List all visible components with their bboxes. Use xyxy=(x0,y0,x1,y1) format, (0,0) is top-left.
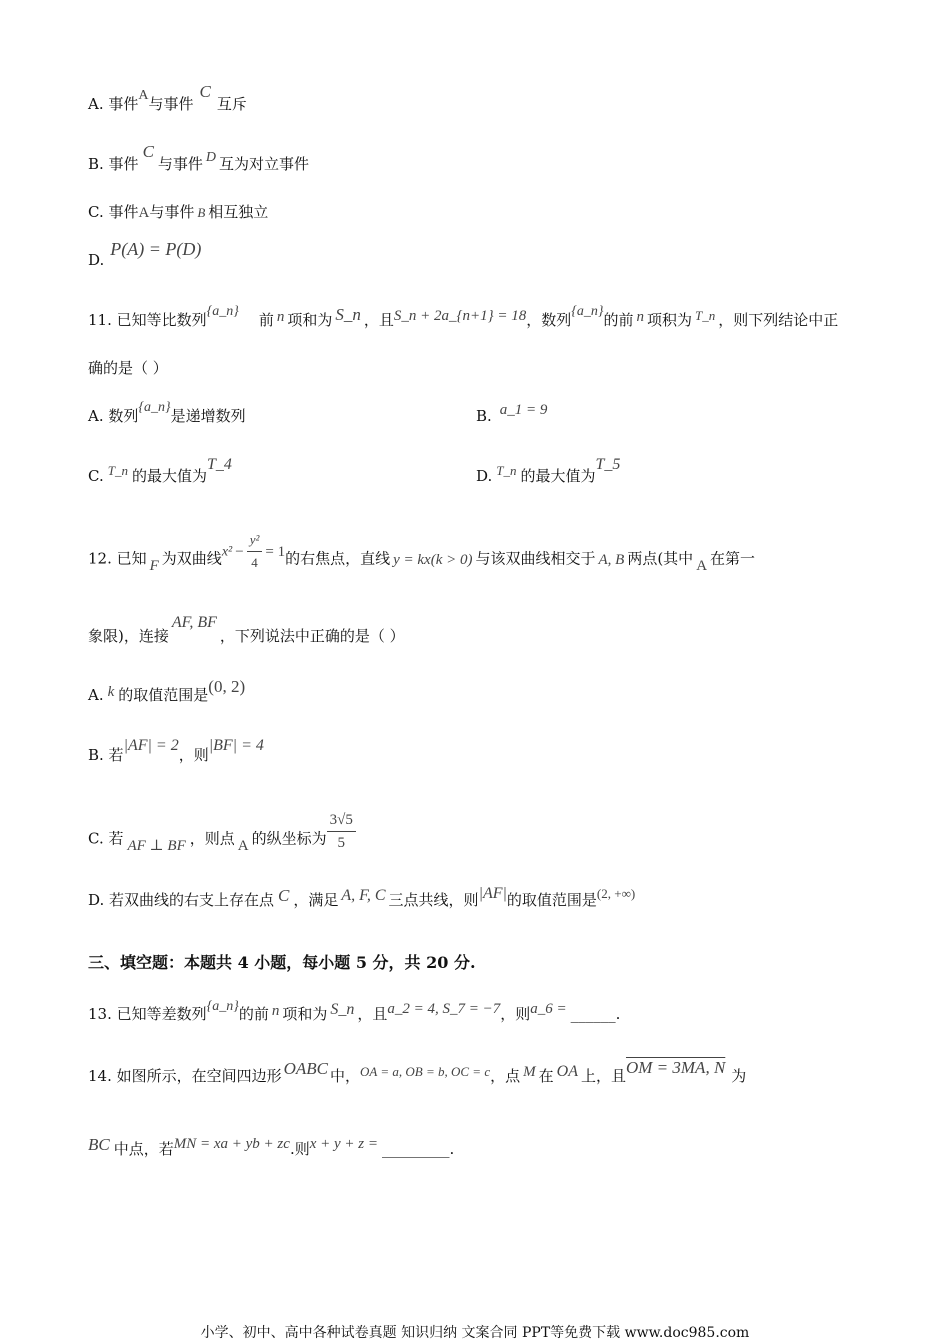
math-collinear-points: A, F, C xyxy=(341,887,386,904)
math-a1: a_1 = 9 xyxy=(499,402,548,418)
math-sequence: {a_n} xyxy=(206,999,239,1014)
question-text: 12. 已知 xyxy=(88,549,147,568)
text: ，且 xyxy=(363,311,394,329)
option-label: A. xyxy=(88,686,104,704)
q11-option-a xyxy=(88,400,246,429)
q12-option-c xyxy=(88,812,356,862)
option-label: C. xyxy=(88,467,104,485)
math-tn: T_n xyxy=(695,308,716,323)
math-af-length: |AF| xyxy=(478,885,507,902)
text: 的前 xyxy=(603,311,634,329)
math-points-ab: A, B xyxy=(598,551,625,568)
q12-option-b xyxy=(88,737,264,767)
math-bc: BC xyxy=(88,1135,110,1154)
text: 相互独立 xyxy=(208,203,269,221)
q10-option-a xyxy=(88,82,247,117)
q11-stem-line-2 xyxy=(88,357,168,379)
option-label: C. 若 xyxy=(88,829,124,848)
math-event-a: A xyxy=(138,88,149,103)
math-perpendicular: AF ⊥ BF xyxy=(127,837,186,854)
math-event-c: C xyxy=(199,82,211,101)
text: ，则下列结论中正 xyxy=(718,311,839,329)
q10-option-c xyxy=(88,201,268,224)
option-label: D. 若双曲线的右支上存在点 xyxy=(88,891,275,909)
option-label: B. xyxy=(476,407,492,425)
math-line: y = kx(k > 0) xyxy=(393,551,473,568)
math-given-values: a_2 = 4, S_7 = −7 xyxy=(387,1001,501,1017)
math-k: k xyxy=(107,684,115,700)
math-point-a: A xyxy=(237,837,249,854)
text: 两点(其中 xyxy=(627,549,694,568)
q12-option-a xyxy=(88,677,246,707)
q12-option-d xyxy=(88,885,636,912)
question-text: 确的是（ ） xyxy=(88,359,168,377)
option-label: B. 若 xyxy=(88,746,124,764)
q10-option-b xyxy=(88,142,310,177)
math-sequence: {a_n} xyxy=(206,304,239,319)
text: ，则点 xyxy=(189,829,235,848)
math-point-c: C xyxy=(278,886,290,905)
text: 上，且 xyxy=(580,1067,626,1085)
text: 与事件 xyxy=(148,95,194,113)
option-label: C. 事件 xyxy=(88,203,139,221)
question-text: 13. 已知等差数列 xyxy=(88,1005,207,1023)
math-vectors: OA = a, OB = b, OC = c xyxy=(360,1064,491,1079)
text: 在 xyxy=(538,1067,554,1085)
math-point-a: A xyxy=(696,557,708,574)
q14-stem-line-2 xyxy=(88,1135,455,1161)
text: 与事件 xyxy=(149,203,195,221)
math-numerator: y² xyxy=(247,529,263,552)
math-bf-length: |BF| = 4 xyxy=(208,737,264,754)
option-label: A. 数列 xyxy=(88,407,139,425)
text: 三点共线，则 xyxy=(388,891,479,909)
q11-option-b xyxy=(476,402,548,428)
math-event-d: D xyxy=(205,150,217,165)
math-quadrilateral: OABC xyxy=(283,1059,329,1078)
q11-option-c xyxy=(88,456,232,488)
text: 的右焦点，直线 xyxy=(285,549,391,568)
text: 项积为 xyxy=(646,311,692,329)
math-n: n xyxy=(271,1003,280,1019)
math-denominator: 4 xyxy=(251,555,258,570)
option-label: D. xyxy=(476,467,493,485)
text: 的取值范围是 xyxy=(506,891,597,909)
math-sn: S_n xyxy=(335,305,361,324)
text: 的纵坐标为 xyxy=(251,829,327,848)
text: 中点，若 xyxy=(113,1140,174,1158)
math-tn: T_n xyxy=(107,463,128,478)
text: ，数列 xyxy=(526,311,572,329)
math-fraction xyxy=(327,809,356,854)
math-probability-equation: P(A) = P(D) xyxy=(110,239,202,259)
math-interval: (0, 2) xyxy=(208,677,246,696)
math-oa: OA xyxy=(556,1063,578,1080)
math-minus: − xyxy=(235,543,244,560)
text: 的前 xyxy=(238,1005,269,1023)
math-sn: S_n xyxy=(330,1001,355,1018)
text: ，且 xyxy=(357,1005,388,1023)
math-equals-one: = 1 xyxy=(265,543,286,560)
math-af-length: |AF| = 2 xyxy=(123,737,179,754)
text: 为双曲线 xyxy=(161,549,222,568)
text: 的取值范围是 xyxy=(118,686,209,704)
q11-option-d xyxy=(476,456,621,488)
q12-stem-line-1 xyxy=(88,532,756,582)
answer-blank: _________. xyxy=(382,1140,455,1158)
math-n: n xyxy=(276,309,285,325)
math-condition: S_n + 2a_{n+1} = 18 xyxy=(393,308,527,324)
math-t4: T_4 xyxy=(206,456,232,473)
text: .则 xyxy=(289,1140,310,1158)
math-interval: (2, +∞) xyxy=(596,886,636,901)
text: 与该双曲线相交于 xyxy=(475,549,596,568)
math-event-a: A xyxy=(138,205,150,221)
text: ，则 xyxy=(500,1005,531,1023)
text: 在第一 xyxy=(710,549,756,568)
option-label: B. 事件 xyxy=(88,155,139,173)
option-label: D. xyxy=(88,251,105,269)
text: 项和为 xyxy=(287,311,333,329)
text: 前 xyxy=(258,311,274,329)
text: 的最大值为 xyxy=(131,467,207,485)
math-event-c: C xyxy=(142,142,154,161)
q14-stem-line-1 xyxy=(88,1058,747,1088)
math-event-b: B xyxy=(197,205,206,220)
text: ，下列说法中正确的是（ ） xyxy=(219,627,405,645)
math-a6: a_6 = xyxy=(530,1001,567,1017)
q10-option-d xyxy=(88,239,202,271)
text: 的最大值为 xyxy=(520,467,596,485)
text: 是递增数列 xyxy=(170,407,246,425)
text: ，则 xyxy=(178,746,209,764)
section-heading: 三、填空题：本题共 4 小题，每小题 5 分，共 20 分. xyxy=(88,953,476,972)
text: 为 xyxy=(731,1067,747,1085)
math-numerator: 3√5 xyxy=(327,809,356,832)
math-tn: T_n xyxy=(496,463,517,478)
math-t5: T_5 xyxy=(595,456,621,473)
math-f: F xyxy=(149,557,159,574)
text: 与事件 xyxy=(157,155,203,173)
math-af-bf: AF, BF xyxy=(171,614,217,631)
question-text: 11. 已知等比数列 xyxy=(88,311,207,329)
math-x-squared: x² xyxy=(221,544,233,560)
math-denominator: 5 xyxy=(337,835,345,851)
math-sequence: {a_n} xyxy=(571,304,604,319)
math-fraction xyxy=(247,529,263,574)
math-point-m: M xyxy=(523,1064,536,1080)
math-vector-relation: OM = 3MA, N xyxy=(625,1058,726,1077)
q11-stem-line-1 xyxy=(88,304,839,333)
option-label: A. 事件 xyxy=(88,95,139,113)
question-text: 14. 如图所示，在空间四边形 xyxy=(88,1067,282,1085)
q12-stem-line-2 xyxy=(88,614,405,648)
page-footer: 小学、初中、高中各种试卷真题 知识归纳 文案合同 PPT等免费下载 www.doc985.com xyxy=(200,1325,750,1341)
math-sequence: {a_n} xyxy=(138,400,171,415)
text: 互斥 xyxy=(216,95,247,113)
math-vector-decomposition: MN = xa + yb + zc xyxy=(173,1136,290,1152)
q13-stem xyxy=(88,999,621,1027)
answer-blank: ______. xyxy=(570,1005,621,1023)
question-text: 象限)，连接 xyxy=(88,627,169,645)
text: ，点 xyxy=(490,1067,521,1085)
math-n: n xyxy=(636,309,644,325)
math-hyperbola xyxy=(222,529,285,574)
text: 互为对立事件 xyxy=(219,155,310,173)
text: 中， xyxy=(330,1067,361,1085)
text: 项和为 xyxy=(282,1005,328,1023)
math-sum: x + y + z = xyxy=(309,1136,378,1152)
text: ，满足 xyxy=(293,891,339,909)
